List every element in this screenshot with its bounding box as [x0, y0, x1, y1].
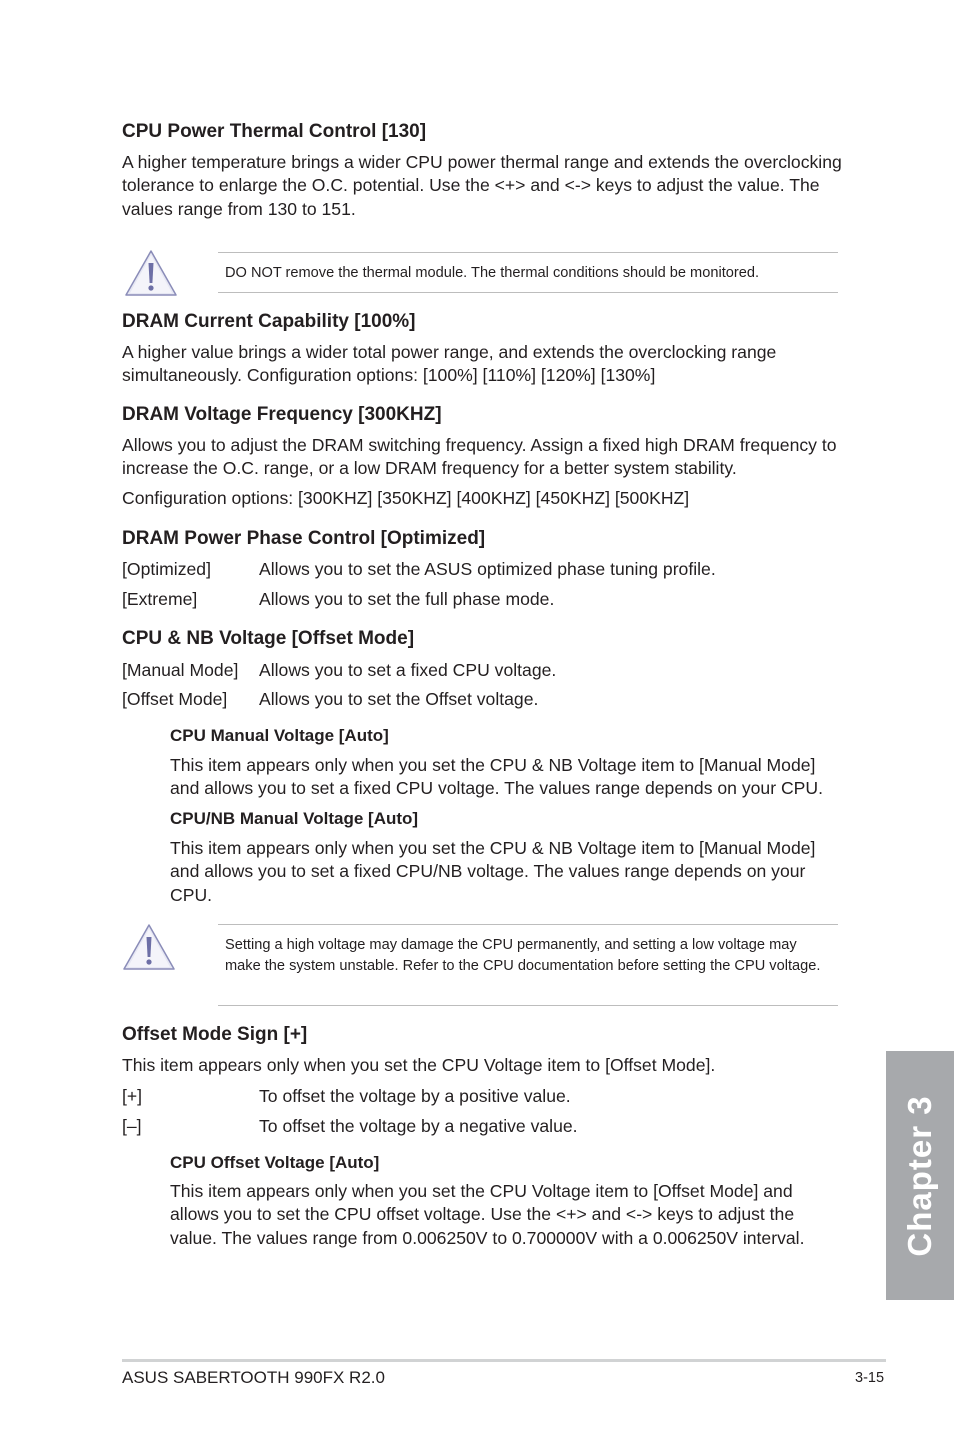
subheading-cpu-nb-manual-voltage: CPU/NB Manual Voltage [Auto]: [170, 809, 419, 828]
paragraph-dram-voltage-frequency: Allows you to adjust the DRAM switching frequency. Assign a fixed high DRAM frequency to increase the O.C. range, or a low DRAM frequency for a better system stability.: [122, 435, 837, 479]
paragraph-cpu-power-thermal-control: A higher temperature brings a wider CPU power thermal range and extends the overclocking tolerance to enlarge the O.C. potential. Use the <+> and <-> keys to adjust the value. The values range from 130 to 151.: [122, 152, 842, 219]
option-key: [Offset Mode]: [122, 689, 228, 709]
option-key: [–]: [122, 1116, 142, 1136]
option-key: [Optimized]: [122, 559, 211, 579]
note-box: [218, 924, 838, 1006]
paragraph-cpu-nb-manual-voltage: This item appears only when you set the CPU & NB Voltage item to [Manual Mode] and allows you to set a fixed CPU/NB voltage. The values range depends on your CPU.: [170, 838, 816, 905]
option-key: [+]: [122, 1086, 143, 1106]
heading-dram-current-capability: DRAM Current Capability [100%]: [122, 311, 416, 332]
heading-dram-power-phase-control: DRAM Power Phase Control [Optimized]: [122, 528, 486, 549]
paragraph-cpu-offset-voltage: This item appears only when you set the CPU Voltage item to [Offset Mode] and allows you to set the CPU offset voltage. Use the <+> and <-> keys to adjust the value. The values range from 0.006250V to 0.700000V with a 0.006250V interval.: [170, 1181, 805, 1248]
heading-dram-voltage-frequency: DRAM Voltage Frequency [300KHZ]: [122, 404, 442, 425]
note-text: DO NOT remove the thermal module. The thermal conditions should be monitored.: [225, 265, 760, 281]
note-text: Setting a high voltage may damage the CPU permanently, and setting a low voltage may make the system unstable. Refer to the CPU documentation before setting the CPU voltage.: [225, 937, 821, 974]
warning-icon: [124, 248, 178, 298]
warning-icon: [122, 922, 176, 972]
note-box: [218, 252, 838, 293]
footer-rule: [122, 1359, 886, 1362]
option-key: [Manual Mode]: [122, 660, 239, 680]
subheading-cpu-offset-voltage: CPU Offset Voltage [Auto]: [170, 1153, 380, 1172]
subheading-cpu-manual-voltage: CPU Manual Voltage [Auto]: [170, 726, 389, 745]
option-description: Allows you to set the ASUS optimized phase tuning profile.: [259, 559, 716, 579]
option-description: To offset the voltage by a positive value.: [259, 1086, 571, 1106]
heading-cpu-nb-voltage: CPU & NB Voltage [Offset Mode]: [122, 628, 415, 649]
option-description: Allows you to set a fixed CPU voltage.: [259, 660, 557, 680]
paragraph-offset-mode-sign: This item appears only when you set the CPU Voltage item to [Offset Mode].: [122, 1055, 716, 1075]
paragraph-dram-voltage-frequency-options: Configuration options: [300KHZ] [350KHZ] [400KHZ] [450KHZ] [500KHZ]: [122, 488, 690, 508]
paragraph-dram-current-capability: A higher value brings a wider total power range, and extends the overclocking range simultaneously. Configuration options: [100%] [110%] [120%] [130%]: [122, 342, 777, 386]
heading-cpu-power-thermal-control: CPU Power Thermal Control [130]: [122, 121, 427, 142]
option-description: Allows you to set the Offset voltage.: [259, 689, 539, 709]
option-key: [Extreme]: [122, 589, 198, 609]
chapter-tab: [886, 1051, 954, 1300]
footer-page-number: 3-15: [855, 1370, 885, 1386]
chapter-tab-label: Chapter 3: [901, 1094, 938, 1257]
option-description: To offset the voltage by a negative value.: [259, 1116, 578, 1136]
paragraph-cpu-manual-voltage: This item appears only when you set the CPU & NB Voltage item to [Manual Mode] and allows you to set a fixed CPU voltage. The values range depends on your CPU.: [170, 755, 823, 799]
option-description: Allows you to set the full phase mode.: [259, 589, 555, 609]
footer-product-name: ASUS SABERTOOTH 990FX R2.0: [122, 1368, 385, 1387]
heading-offset-mode-sign: Offset Mode Sign [+]: [122, 1024, 308, 1045]
